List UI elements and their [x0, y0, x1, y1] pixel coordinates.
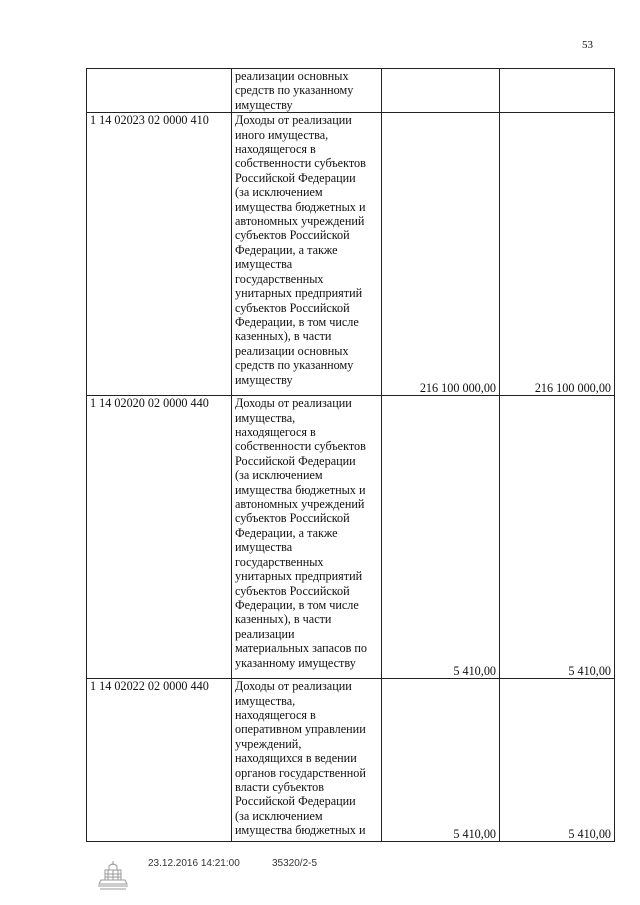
income-code-cell [87, 69, 232, 113]
document-footer [96, 858, 616, 892]
table-row [87, 396, 615, 679]
table-row [87, 679, 615, 842]
income-name-cell: Доходы от реализации имущества, находящегося в оперативном управлении учреждений, находящихся в ведении органов государственной власти субъектов Российской Федерации (за исключением имущества бюджетных и [232, 679, 382, 842]
amount-cell [382, 69, 500, 113]
income-name-cell: Доходы от реализации имущества, находящегося в собственности субъектов Российской Федерации (за исключением имущества бюджетных и автономных учреждений субъектов Российской Федерации, а также имущества государственных унитарных предприятий субъектов Российской Федерации, в том числе казенных), в части реализации материальных запасов по указанному имуществу [232, 396, 382, 679]
amount-cell: 5 410,00 [382, 679, 500, 842]
amount-cell [500, 69, 615, 113]
emblem-icon [96, 858, 130, 892]
amount-cell: 5 410,00 [500, 679, 615, 842]
amount-cell: 216 100 000,00 [382, 113, 500, 396]
document-reference: 35320/2-5 [272, 858, 318, 869]
income-code-cell: 1 14 02023 02 0000 410 [87, 113, 232, 396]
page-number: 53 [582, 39, 593, 51]
budget-income-table [86, 68, 615, 842]
income-code-cell: 1 14 02020 02 0000 440 [87, 396, 232, 679]
income-name-cell: реализации основных средств по указанному имуществу [232, 69, 382, 113]
table-row [87, 69, 615, 113]
income-name-cell: Доходы от реализации иного имущества, находящегося в собственности субъектов Российской Федерации (за исключением имущества бюджетных и автономных учреждений субъектов Российской Федерации, а также имущества государственных унитарных предприятий субъектов Российской Федерации, в том числе казенных), в части реализации основных средств по указанному имуществу [232, 113, 382, 396]
amount-cell: 216 100 000,00 [500, 113, 615, 396]
table-row [87, 113, 615, 396]
income-code-cell: 1 14 02022 02 0000 440 [87, 679, 232, 842]
amount-cell: 5 410,00 [382, 396, 500, 679]
registration-datetime: 23.12.2016 14:21:00 [148, 858, 240, 869]
amount-cell: 5 410,00 [500, 396, 615, 679]
